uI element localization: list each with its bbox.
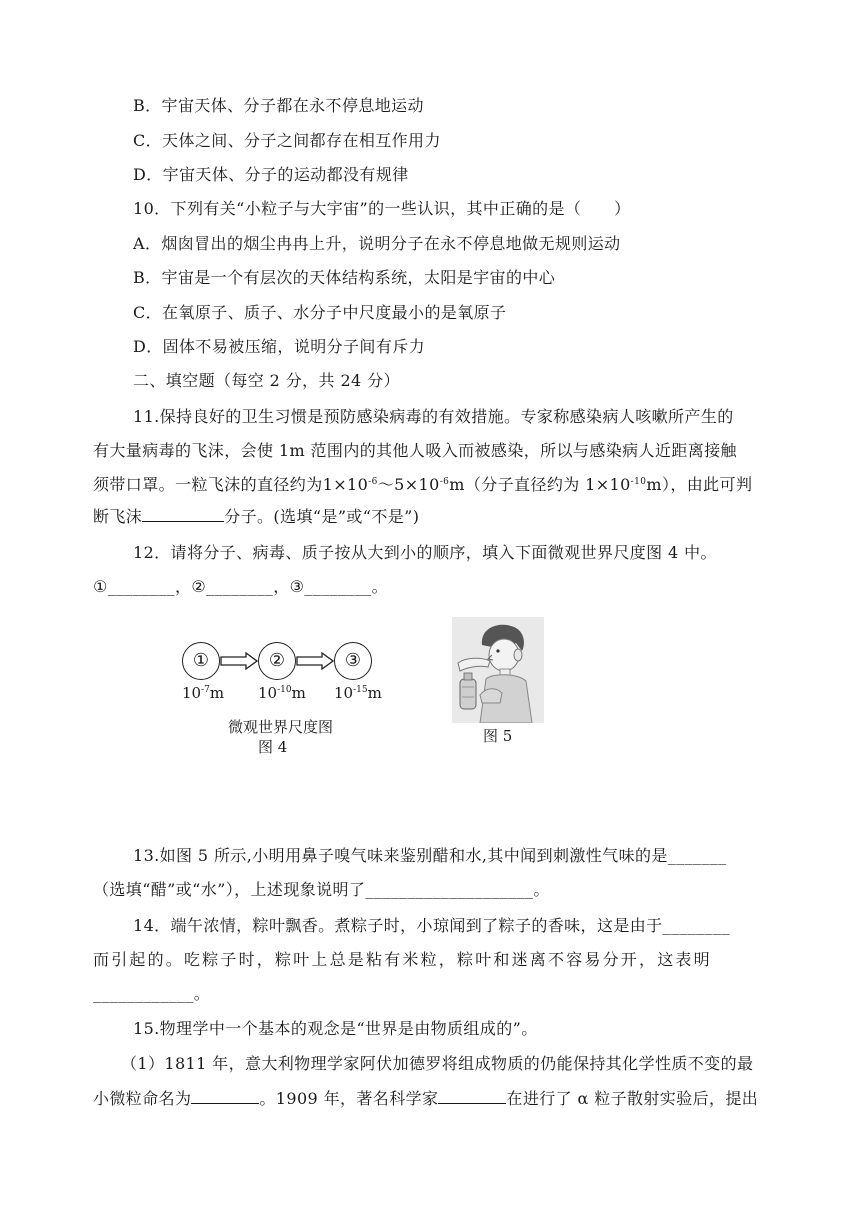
q12-line-1: 12．请将分子、病毒、质子按从大到小的顺序，填入下面微观世界尺度图 4 中。 — [133, 543, 717, 562]
q11-line-3: 须带口罩。一粒飞沫的直径约为$1\times 10^{-6}\sim 5\times 10^{-6}m$（分子直径约为 $1\times 10^{-10}m$），由此可判 — [93, 475, 753, 494]
scale-circle-2: ② — [258, 642, 296, 680]
figure-5 — [452, 617, 544, 723]
q15-answer-blank-1[interactable] — [191, 1089, 259, 1104]
q13-line-2: （选填“醋”或“水”），上述现象说明了____________________。 — [93, 880, 550, 899]
q10-option-c: C．在氧原子、质子、水分子中尺度最小的是氧原子 — [133, 303, 507, 322]
q10-stem: 10．下列有关“小粒子与大宇宙”的一些认识，其中正确的是（ ） — [133, 199, 631, 218]
boy-smelling-bottle-illustration — [452, 617, 544, 723]
q15-part1-line-2: 小微粒命名为 。1909 年，著名科学家 在进行了 α 粒子散射实验后，提出 — [93, 1089, 759, 1108]
figure-4 — [170, 640, 400, 760]
q10-option-a: A．烟囱冒出的烟尘冉冉上升，说明分子在永不停息地做无规则运动 — [133, 234, 621, 253]
scale-label-1: $10^{-7}m$ — [182, 684, 225, 702]
arrow-icon — [220, 652, 258, 670]
q13-line-1: 13.如图 5 所示,小明用鼻子嗅气味来鉴别醋和水,其中闻到刺激性气味的是_______ — [133, 846, 727, 865]
q15-answer-blank-2[interactable] — [438, 1089, 506, 1104]
figure-4-title: 微观世界尺度图 — [228, 718, 334, 736]
q9-option-d: D．宇宙天体、分子的运动都没有规律 — [133, 165, 409, 184]
q11-answer-blank[interactable] — [142, 507, 224, 522]
q10-option-d: D．固体不易被压缩，说明分子间有斥力 — [133, 337, 426, 356]
figure-4-label: 图 4 — [258, 738, 288, 756]
q12-line-2: ①________，②________，③________。 — [93, 577, 389, 596]
arrow-icon — [296, 652, 334, 670]
q10-option-b: B．宇宙是一个有层次的天体结构系统，太阳是宇宙的中心 — [133, 268, 556, 287]
q11-line-4: 断飞沫 分子。(选填“是”或“不是”) — [93, 507, 420, 526]
q15-part1-line-1: （1）1811 年，意大利物理学家阿伏加德罗将组成物质的仍能保持其化学性质不变的最 — [121, 1054, 754, 1073]
scale-label-2: $10^{-10}m$ — [258, 684, 306, 702]
scale-label-3: $10^{-15}m$ — [334, 684, 382, 702]
q11-line-2: 有大量病毒的飞沫，会使 1m 范围内的其他人吸入而被感染，所以与感染病人近距离接触 — [93, 441, 737, 460]
scale-circle-1: ① — [182, 642, 220, 680]
q9-option-c: C．天体之间、分子之间都存在相互作用力 — [133, 131, 441, 150]
q15-stem: 15.物理学中一个基本的观念是“世界是由物质组成的”。 — [133, 1019, 538, 1038]
q14-line-2: 而引起的。吃粽子时，粽叶上总是粘有米粒，粽叶和迷离不容易分开，这表明 — [93, 950, 712, 969]
figure-5-label: 图 5 — [483, 727, 513, 745]
q14-line-1: 14．端午浓情，粽叶飘香。煮粽子时，小琼闻到了粽子的香味，这是由于________ — [133, 916, 730, 935]
scale-circle-3: ③ — [334, 642, 372, 680]
q11-line-1: 11.保持良好的卫生习惯是预防感染病毒的有效措施。专家称感染病人咳嗽所产生的 — [133, 407, 734, 426]
q14-line-3: ____________。 — [93, 984, 211, 1003]
q9-option-b: B．宇宙天体、分子都在永不停息地运动 — [133, 96, 424, 115]
section-2-heading: 二、填空题（每空 2 分，共 24 分） — [133, 371, 400, 390]
